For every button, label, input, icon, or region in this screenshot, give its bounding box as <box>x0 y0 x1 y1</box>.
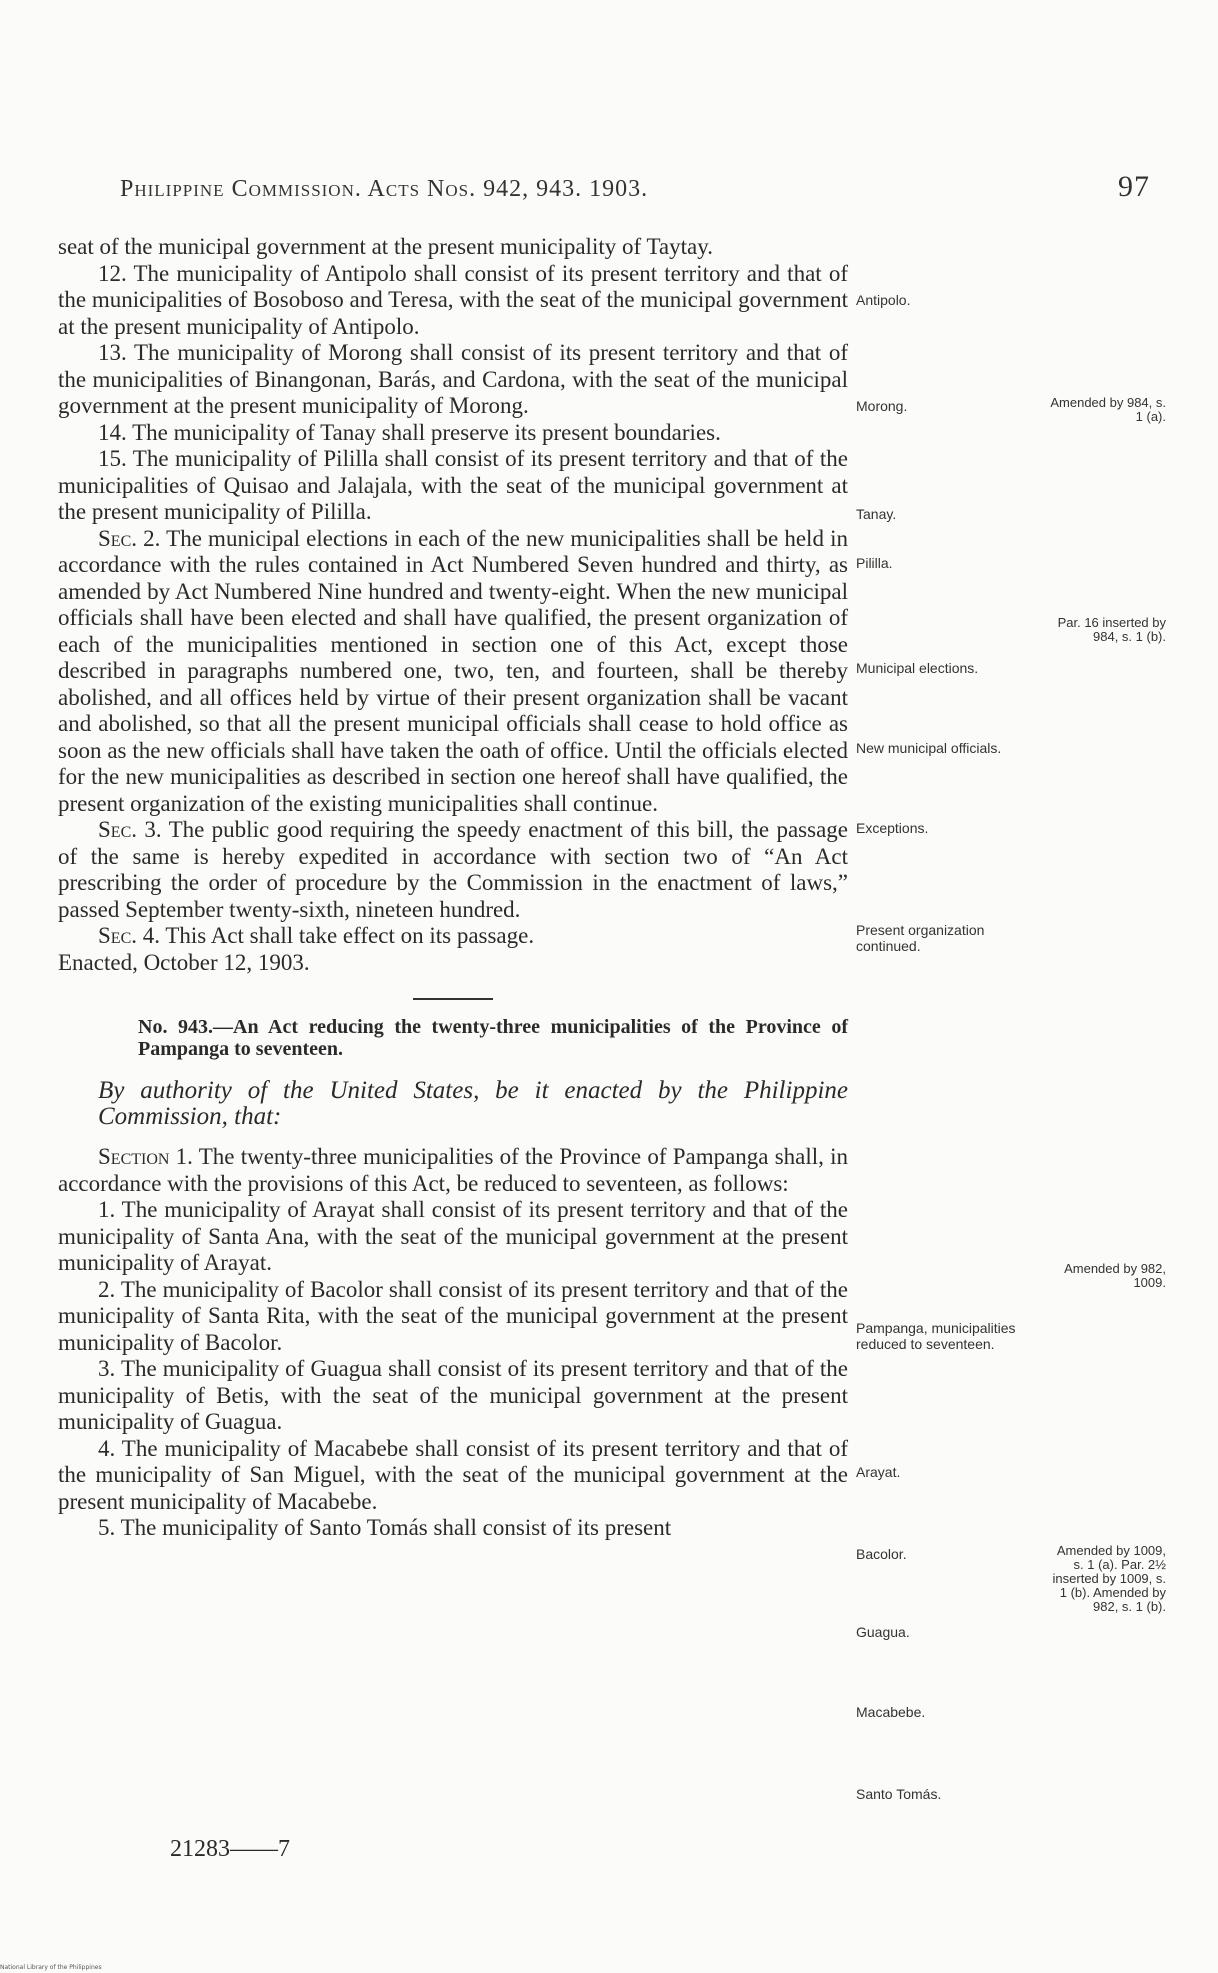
item-arayat: 1. The municipality of Arayat shall consist of its present territory and that of the municipality of Santa Ana, with the seat of the municipal government at the present municipality of Arayat. <box>58 1197 848 1275</box>
section-2 <box>58 526 848 818</box>
margin-note-morong: Morong. <box>856 398 908 414</box>
margin-note-arayat: Arayat. <box>856 1464 901 1480</box>
margin-note-antipolo: Antipolo. <box>856 292 911 308</box>
section-4-text: This Act shall take effect on its passage. <box>165 923 535 948</box>
item-macabebe: 4. The municipality of Macabebe shall consist of its present territory and that of the municipality of San Miguel, with the seat of the municipal government at the present municipality of Macabebe. <box>58 1435 848 1514</box>
amendment-note-2: Par. 16 inserted by 984, s. 1 (b). <box>1057 615 1166 644</box>
amendment-note-3: Amended by 982, 1009. <box>1064 1261 1166 1290</box>
paragraph-taytay: seat of the municipal government at the present municipality of Taytay. <box>58 234 713 259</box>
margin-note-new-officials: New municipal officials. <box>856 740 1002 756</box>
amendment-note-4: Amended by 1009, s. 1 (a). Par. 2½ inserted by 1009, s. 1 (b). Amended by 982, s. 1 (b). <box>1052 1543 1166 1614</box>
running-title: Philippine Commission. Acts Nos. 942, 943. 1903. <box>120 176 649 202</box>
margin-note-exceptions: Exceptions. <box>856 820 929 836</box>
amendment-note-1: Amended by 984, s. 1 (a). <box>1050 395 1166 424</box>
section-3-label: Sec. 3. <box>98 817 162 842</box>
act-943-section-1-label: Section 1. <box>98 1144 193 1169</box>
enacting-clause: By authority of the United States, be it enacted by the Philippine Commission, that: <box>98 1077 848 1130</box>
page-number: 97 <box>1118 170 1150 203</box>
margin-note-pampanga: Pampanga, municipalities reduced to seventeen. <box>856 1320 1016 1352</box>
item-santo-tomas: 5. The municipality of Santo Tomás shall consist of its present <box>98 1515 672 1540</box>
item-guagua: 3. The municipality of Guagua shall consist of its present territory and that of the municipality of Betis, with the seat of the municipal government at the present municipality of Guagua. <box>58 1356 848 1434</box>
section-4 <box>58 923 848 950</box>
margin-note-guagua: Guagua. <box>856 1624 910 1640</box>
act-943-section-1-text: The twenty-three municipalities of the Province of Pampanga shall, in accordance with the provisions of this Act, be reduced to seventeen, as follows: <box>58 1144 849 1196</box>
paragraph-13: 13. The municipality of Morong shall consist of its present territory and that of the municipalities of Binangonan, Barás, and Cardona, with the seat of the municipal government at the present municipality of Morong. <box>58 340 848 418</box>
margin-note-tanay: Tanay. <box>856 506 897 522</box>
paragraph-14: 14. The municipality of Tanay shall preserve its present boundaries. <box>98 419 721 445</box>
margin-note-present-organization: Present organization continued. <box>856 922 985 954</box>
library-credit: National Library of the Philippines <box>0 1964 102 1971</box>
body-text <box>58 234 848 1542</box>
act-943-heading: No. 943.—An Act reducing the twenty-three municipalities of the Province of Pampanga to seventeen. <box>138 1016 848 1060</box>
signature-mark: 21283——7 <box>170 1836 290 1862</box>
act-943-section-1 <box>58 1144 848 1197</box>
margin-note-macabebe: Macabebe. <box>856 1704 926 1720</box>
section-2-text: The municipal elections in each of the new municipalities shall be held in accordance with the rules contained in Act Numbered Seven hundred and thirty, as amended by Act Numbered Nine hundred and twenty-eight. When the new municipal officials shall have been elected and shall have qualified, the present organization of each of the municipalities mentioned in section one of this Act, except those described in paragraphs numbered one, two, ten, and fourteen, shall be thereby abolished, and all offices held by virtue of their present organization shall be vacant and abolished, so that all the present municipal officials shall cease to hold office as soon as the new officials shall have taken the oath of office. Until the officials elected for the new municipalities as described in section one hereof shall have qualified, the present organization of the existing municipalities shall continue. <box>58 525 848 816</box>
margin-note-municipal-elections: Municipal elections. <box>856 660 979 676</box>
enacted-date: Enacted, October 12, 1903. <box>58 949 310 975</box>
section-2-label: Sec. 2. <box>98 525 161 551</box>
section-4-label: Sec. 4. <box>98 923 160 948</box>
paragraph-15: 15. The municipality of Pililla shall consist of its present territory and that of the municipalities of Quisao and Jalajala, with the seat of the municipal government at the present municipality of Pililla. <box>58 446 848 524</box>
section-3-text: The public good requiring the speedy enactment of this bill, the passage of the same is hereby expedited in accordance with section two of “An Act prescribing the order of procedure by the Commission in the enactment of laws,” passed September twenty-sixth, nineteen hundred. <box>58 817 848 922</box>
section-divider <box>413 998 493 1000</box>
item-bacolor: 2. The municipality of Bacolor shall consist of its present territory and that of the municipality of Santa Rita, with the seat of the municipal government at the present municipality of Bacolor. <box>58 1276 848 1355</box>
margin-note-pililla: Pililla. <box>856 555 893 571</box>
paragraph-12: 12. The municipality of Antipolo shall consist of its present territory and that of the municipalities of Bosoboso and Teresa, with the seat of the municipal government at the present municipality of Antipolo. <box>58 260 848 339</box>
section-3 <box>58 817 848 923</box>
margin-note-bacolor: Bacolor. <box>856 1546 907 1562</box>
margin-note-santo-tomas: Santo Tomás. <box>856 1786 942 1802</box>
